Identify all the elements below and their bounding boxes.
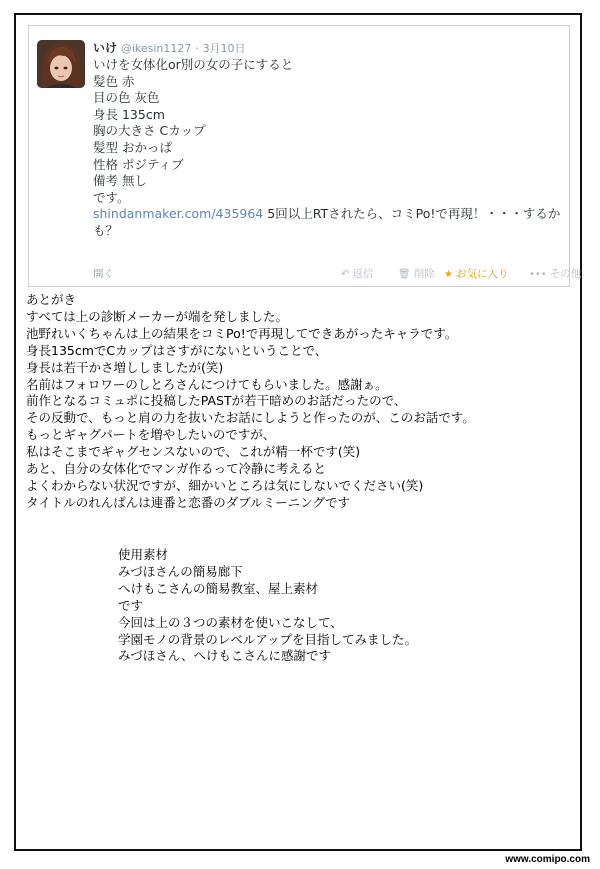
afterword-line: よくわからない状況ですが、細かいところは気にしないでください(笑) [26,477,424,493]
materials-line: みづほさんの簡易廊下 [118,563,243,579]
favorite-button[interactable] [444,266,508,281]
afterword-line: あと、自分の女体化でマンガ作るって冷静に考えると [26,461,327,477]
materials-line: です [118,597,144,613]
tweet-line: 備考 無し [93,173,147,189]
avatar-image [37,40,85,88]
materials-line: みづほさん、へけもこさんに感謝です [118,648,332,664]
tweet-separator: · [195,42,199,55]
afterword-line: すべては上の診断メーカーが端を発しました。 [26,308,289,324]
delete-button[interactable] [398,266,435,281]
more-button[interactable] [529,266,581,281]
tweet-link-line [93,206,563,239]
shindanmaker-link[interactable]: shindanmaker.com/435964 [93,206,264,222]
materials-credits [118,547,558,665]
afterword-line: 池野れいくちゃんは上の結果をコミPo!で再現してできあがったキャラです。 [26,325,458,341]
avatar[interactable] [37,40,85,88]
tweet-author-name[interactable]: いけ [93,41,118,55]
afterword-line: 前作となるコミュポに投稿したPASTが若干暗めのお話だったので、 [26,393,407,409]
more-label: その他 [549,268,582,280]
ellipsis-icon: ••• [529,269,547,280]
reply-label: 返信 [352,268,374,280]
comic-page-frame [14,13,582,851]
afterword-line: もっとギャグパートを増やしたいのですが、 [26,427,276,443]
tweet-header [93,40,246,57]
afterword-line: その反動で、もっと肩の力を抜いたお話にしようと作ったのが、このお話です。 [26,410,475,426]
tweet-date[interactable]: 3月10日 [202,42,246,55]
tweet-actions [93,266,582,280]
tweet-line: 性格 ポジティブ [93,156,184,172]
reply-arrow-icon: ↶ [341,269,350,280]
tweet-open-link[interactable]: 開く [93,268,114,280]
tweet-line: です。 [93,189,130,205]
afterword-line: 身長は若干かさ増ししましたが(笑) [26,359,224,375]
tweet-line: 胸の大きさ Cカップ [93,123,206,139]
afterword-line: 身長135cmでCカップはさすがにないということで、 [26,342,328,358]
tweet-link-tail: 5回以上RTされたら、コミPo!で再現！・・・するかも？ [93,206,561,238]
favorite-label: お気に入り [455,268,509,280]
afterword-line: 名前はフォロワーのしとろさんにつけてもらいました。感謝ぁ。 [26,376,388,392]
tweet-line: 目の色 灰色 [93,90,160,106]
materials-line: 今回は上の３つの素材を使いこなして、 [118,614,343,630]
delete-label: 削除 [413,268,435,280]
tweet-body [93,57,563,240]
tweet-line: 髪型 おかっぱ [93,139,172,155]
tweet-line: いけを女体化or別の女の子にすると [93,57,294,72]
star-icon: ★ [444,269,453,280]
reply-button[interactable] [341,266,373,281]
materials-line: へけもこさんの簡易教室、屋上素材 [118,580,319,596]
comipo-url[interactable]: www.comipo.com [505,854,590,865]
tweet-line: 髪色 赤 [93,73,135,89]
trash-icon: 🗑 [398,269,411,280]
tweet-line: 身長 135cm [93,106,165,122]
materials-line: 学園モノの背景のレベルアップを目指してみました。 [118,631,418,647]
afterword-line: タイトルのれんぱんは連番と恋番のダブルミーニングです [26,494,351,510]
afterword-line: 私はそこまでギャグセンスないので、これが精一杯です(笑) [26,444,361,460]
tweet-author-handle[interactable]: @ikesin1127 [120,42,192,55]
afterword-line: あとがき [26,292,77,307]
embedded-tweet [28,25,582,287]
afterword-text [26,292,576,512]
materials-line: 使用素材 [118,547,169,562]
